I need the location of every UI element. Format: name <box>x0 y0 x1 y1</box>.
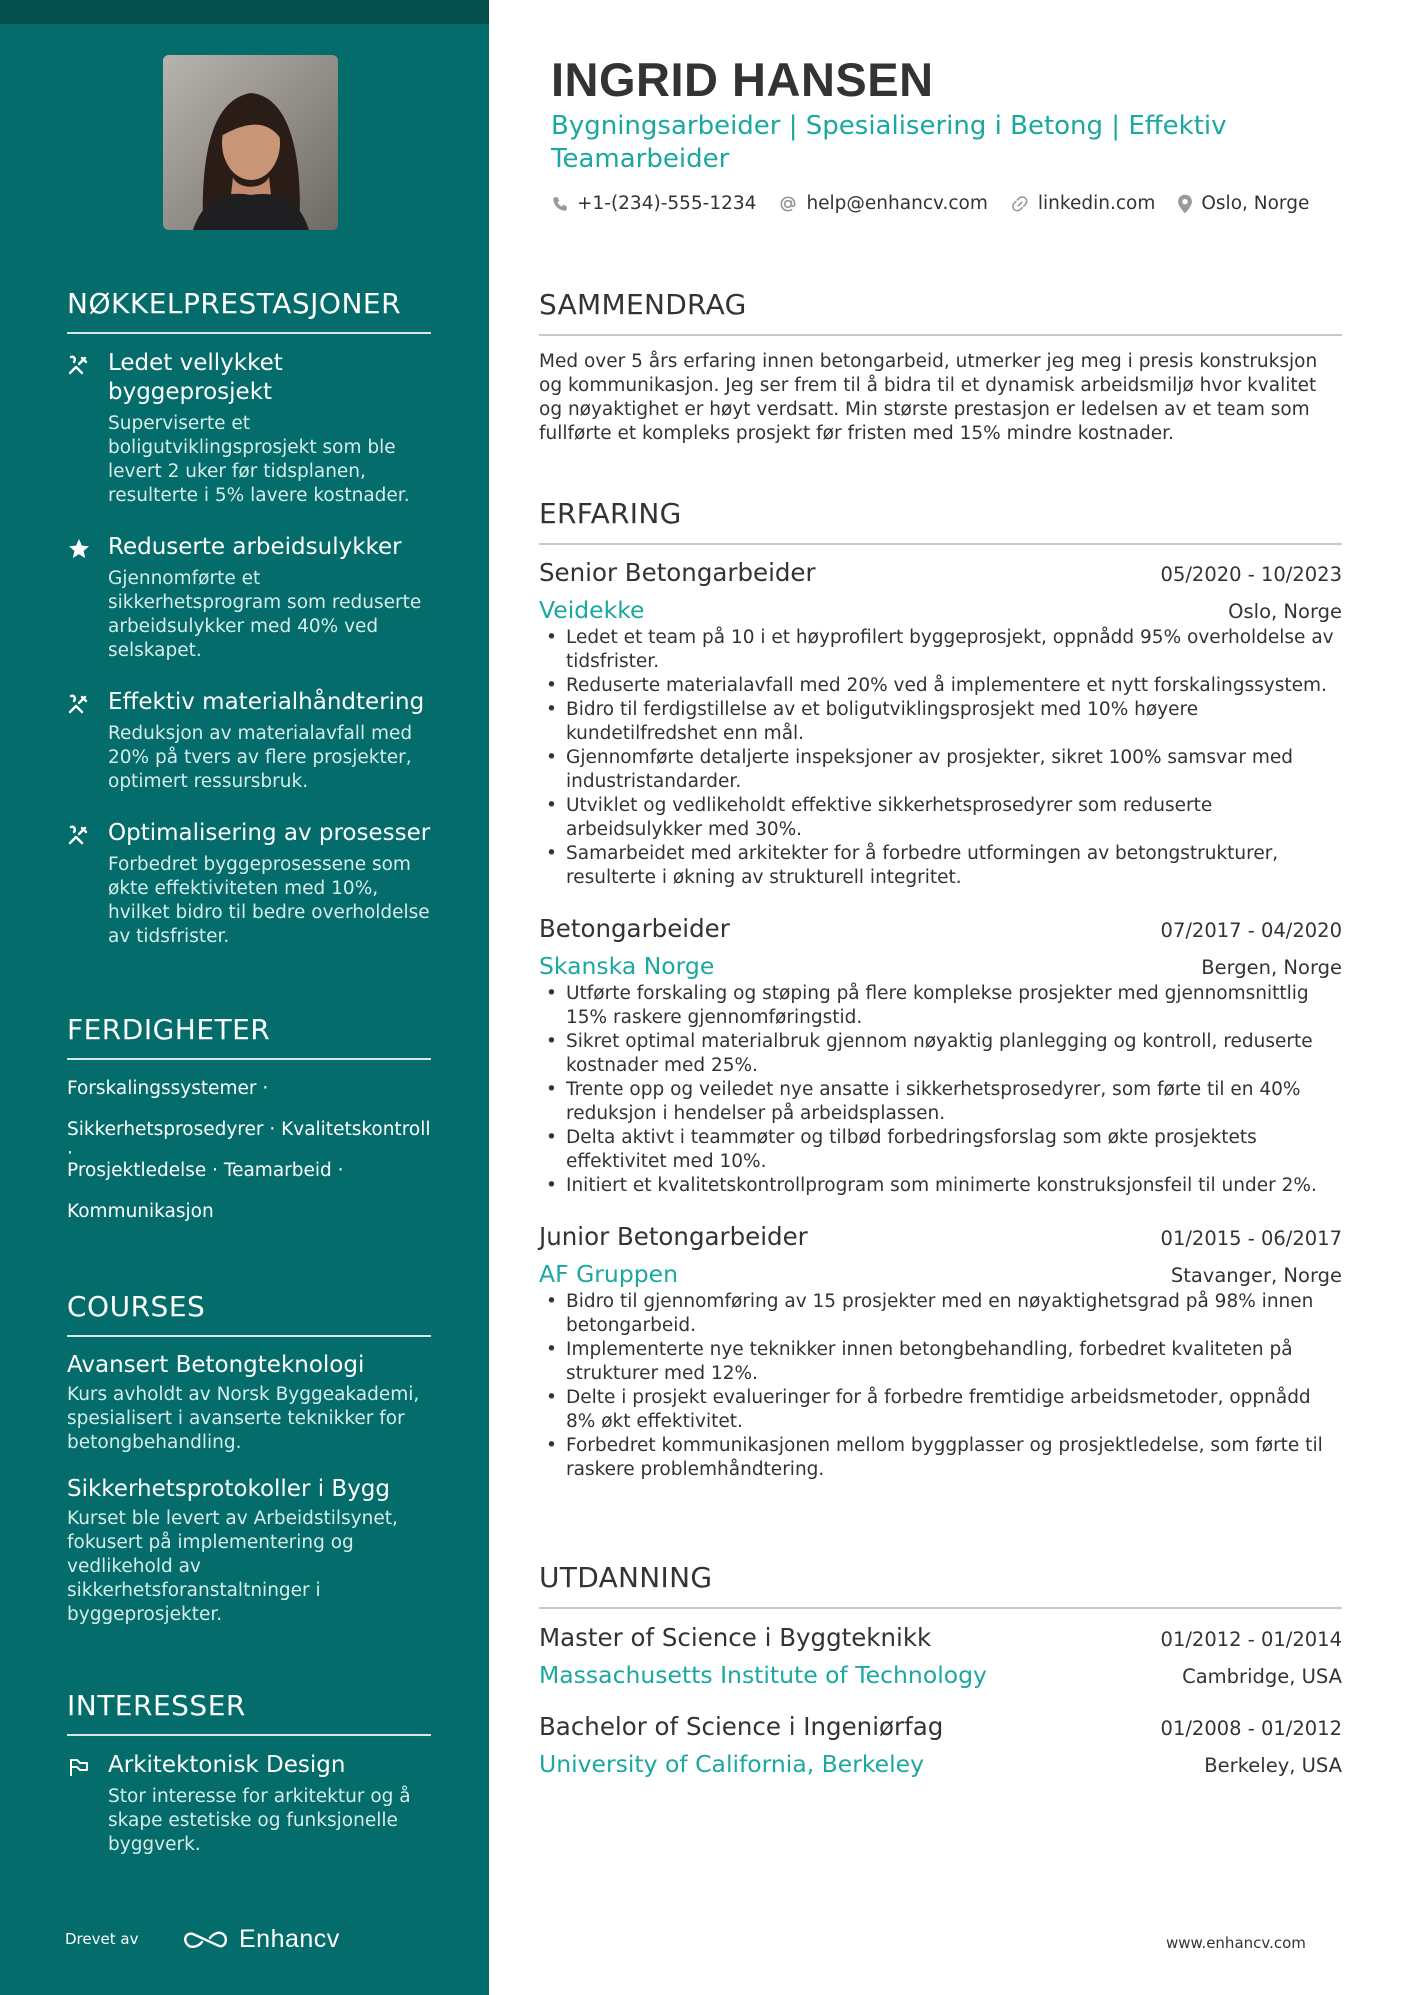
job-bullets <box>539 1290 1342 1482</box>
enhancv-logo[interactable] <box>183 1925 340 1954</box>
pen-icon <box>67 692 91 716</box>
headline: Bygningsarbeider | Spesialisering i Betong | Effektiv Teamarbeider <box>551 111 1227 174</box>
achievement-item <box>67 819 431 949</box>
interest-description: Stor interesse for arkitektur og å skape estetiske og funksjonelle byggverk. <box>108 1786 411 1855</box>
contact-email[interactable] <box>778 193 987 214</box>
job-bullet: • Reduserte materialavfall med 20% ved å implementere et nytt forskalingssystem. <box>539 674 1342 698</box>
job-bullet: • Forbedret kommunikasjonen mellom byggplasser og prosjektledelse, som førte til raskere problemhåndtering. <box>539 1434 1342 1482</box>
star-icon <box>67 537 91 561</box>
company-name: AF Gruppen <box>539 1260 679 1288</box>
job-bullet: • Bidro til gjennomføring av 15 prosjekter med en nøyaktighetsgrad på 98% innen betongarbeid. <box>539 1290 1342 1338</box>
powered-by-label: Drevet av <box>65 1930 139 1948</box>
achievement-item <box>67 349 431 508</box>
contact-bar <box>551 193 1331 214</box>
job-entry <box>539 558 1342 890</box>
skills-title: FERDIGHETER <box>67 1013 431 1060</box>
achievement-title: Ledet vellykket byggeprosjekt <box>108 350 283 405</box>
achievement-description: Forbedret byggeprosessene som økte effektiviteten med 10%, hvilket bidro til bedre overholdelse av tidsfrister. <box>108 854 430 947</box>
website-link[interactable]: www.enhancv.com <box>1166 1934 1306 1952</box>
job-entry <box>539 914 1342 1198</box>
achievement-item <box>67 533 431 663</box>
skills-section <box>67 1013 431 1241</box>
courses-section <box>67 1290 431 1627</box>
achievements-title: NØKKELPRESTASJONER <box>67 287 431 334</box>
job-title: Junior Betongarbeider <box>539 1222 808 1251</box>
achievement-title: Reduserte arbeidsulykker <box>108 534 402 560</box>
job-dates: 01/2015 - 06/2017 <box>1160 1227 1342 1250</box>
education-dates: 01/2012 - 01/2014 <box>1160 1628 1342 1651</box>
company-name: Veidekke <box>539 596 645 624</box>
job-bullets <box>539 982 1342 1198</box>
enhancv-logo-text: Enhancv <box>239 1925 340 1953</box>
candidate-name: INGRID HANSEN <box>551 53 934 106</box>
course-description: Kurset ble levert av Arbeidstilsynet, fokusert på implementering og vedlikehold av sikkerhetsforanstaltninger i byggeprosjekter. <box>67 1508 398 1625</box>
course-title: Avansert Betongteknologi <box>67 1352 365 1378</box>
achievement-description: Reduksjon av materialavfall med 20% på tvers av flere prosjekter, optimert ressursbruk. <box>108 723 413 792</box>
job-bullets <box>539 626 1342 890</box>
flag-icon <box>67 1755 91 1779</box>
summary-section <box>539 288 1342 446</box>
phone-icon <box>551 195 569 213</box>
sidebar-top-bar <box>0 0 489 24</box>
experience-section <box>539 497 1342 1482</box>
achievement-title: Optimalisering av prosesser <box>108 820 431 846</box>
contact-location <box>1177 193 1309 214</box>
interest-title: Arkitektonisk Design <box>108 1752 346 1778</box>
pen-icon <box>67 353 91 377</box>
education-title: UTDANNING <box>539 1561 1342 1609</box>
job-dates: 07/2017 - 04/2020 <box>1160 919 1342 942</box>
profile-photo <box>163 55 338 230</box>
job-location: Oslo, Norge <box>1228 600 1342 623</box>
course-item <box>67 1351 431 1455</box>
achievement-description: Gjennomførte et sikkerhetsprogram som reduserte arbeidsulykker med 40% ved selskapet. <box>108 568 422 661</box>
skill-line: Forskalingssystemer · <box>67 1078 269 1099</box>
achievement-item <box>67 688 431 794</box>
achievement-title: Effektiv materialhåndtering <box>108 689 425 715</box>
at-icon <box>778 194 798 214</box>
job-location: Bergen, Norge <box>1201 956 1342 979</box>
education-entry <box>539 1623 1342 1689</box>
linkedin-text: linkedin.com <box>1037 193 1156 214</box>
enhancv-logo-icon <box>183 1928 229 1952</box>
course-description: Kurs avholdt av Norsk Byggeakademi, spesialisert i avanserte teknikker for betongbehandling. <box>67 1384 420 1453</box>
experience-title: ERFARING <box>539 497 1342 545</box>
contact-phone[interactable] <box>551 193 756 214</box>
job-dates: 05/2020 - 10/2023 <box>1160 563 1342 586</box>
skills-list <box>67 1077 431 1241</box>
job-bullet: • Sikret optimal materialbruk gjennom nøyaktig planlegging og kontroll, reduserte kostnader med 25%. <box>539 1030 1342 1078</box>
job-bullet: • Samarbeidet med arkitekter for å forbedre utformingen av betongstrukturer, resulterte i økning av strukturell integritet. <box>539 842 1342 890</box>
job-bullet: • Delta aktivt i teammøter og tilbød forbedringsforslag som økte prosjektets effektivitet med 10%. <box>539 1126 1342 1174</box>
link-icon <box>1010 194 1030 214</box>
company-name: Skanska Norge <box>539 952 715 980</box>
courses-title: COURSES <box>67 1290 431 1337</box>
degree: Bachelor of Science i Ingeniørfag <box>539 1712 944 1741</box>
school-name: Massachusetts Institute of Technology <box>539 1661 987 1689</box>
course-item <box>67 1475 431 1627</box>
location-pin-icon <box>1177 194 1193 214</box>
skill-line: Kommunikasjon <box>67 1201 214 1222</box>
email-text: help@enhancv.com <box>806 193 988 214</box>
school-name: University of California, Berkeley <box>539 1750 925 1778</box>
interests-section <box>67 1689 431 1857</box>
course-title: Sikkerhetsprotokoller i Bygg <box>67 1476 391 1502</box>
location-text: Oslo, Norge <box>1201 193 1310 214</box>
education-section <box>539 1561 1342 1778</box>
job-bullet: • Delte i prosjekt evalueringer for å forbedre fremtidige arbeidsmetoder, oppnådd 8% økt effektivitet. <box>539 1386 1342 1434</box>
education-entry <box>539 1712 1342 1778</box>
job-bullet: • Ledet et team på 10 i et høyprofilert byggeprosjekt, oppnådd 95% overholdelse av tidsfrister. <box>539 626 1342 674</box>
skill-line: Sikkerhetsprosedyrer · Kvalitetskontroll · <box>67 1119 431 1164</box>
achievement-description: Superviserte et boligutviklingsprosjekt som ble levert 2 uker før tidsplanen, resulterte i 5% lavere kostnader. <box>108 413 410 506</box>
job-bullet: • Implementerte nye teknikker innen betongbehandling, forbedret kvaliteten på strukturer med 12%. <box>539 1338 1342 1386</box>
job-bullet: • Gjennomførte detaljerte inspeksjoner av prosjekter, sikret 100% samsvar med industristandarder. <box>539 746 1342 794</box>
pen-icon <box>67 823 91 847</box>
sidebar <box>0 0 489 1995</box>
job-bullet: • Trente opp og veiledet nye ansatte i sikkerhetsprosedyrer, som førte til en 40% reduksjon i hendelser på arbeidsplassen. <box>539 1078 1342 1126</box>
degree: Master of Science i Byggteknikk <box>539 1623 932 1652</box>
education-location: Berkeley, USA <box>1204 1754 1342 1777</box>
job-location: Stavanger, Norge <box>1170 1264 1342 1287</box>
achievements-section <box>67 287 431 949</box>
education-location: Cambridge, USA <box>1182 1665 1342 1688</box>
job-entry <box>539 1222 1342 1482</box>
skill-line: Prosjektledelse · Teamarbeid · <box>67 1160 344 1181</box>
job-bullet: • Initiert et kvalitetskontrollprogram som minimerte konstruksjonsfeil til under 2%. <box>539 1174 1342 1198</box>
contact-linkedin[interactable] <box>1010 193 1155 214</box>
job-bullet: • Bidro til ferdigstillelse av et boligutviklingsprosjekt med 10% høyere kundetilfredshet enn mål. <box>539 698 1342 746</box>
summary-title: SAMMENDRAG <box>539 288 1342 336</box>
summary-text: Med over 5 års erfaring innen betongarbeid, utmerker jeg meg i presis konstruksjon og kommunikasjon. Jeg ser frem til å bidra til et dynamisk arbeidsmiljø hvor kvalitet og nøyaktighet er høyt verdsatt. Min største prestasjon er ledelsen av et team som fullførte et kompleks prosjekt før fristen med 15% mindre kostnader. <box>539 351 1318 444</box>
phone-text: +1-(234)-555-1234 <box>577 193 757 214</box>
interests-title: INTERESSER <box>67 1689 431 1736</box>
education-dates: 01/2008 - 01/2012 <box>1160 1717 1342 1740</box>
interest-item <box>67 1751 431 1857</box>
job-title: Betongarbeider <box>539 914 730 943</box>
job-bullet: • Utviklet og vedlikeholdt effektive sikkerhetsprosedyrer som reduserte arbeidsulykker med 30%. <box>539 794 1342 842</box>
job-bullet: • Utførte forskaling og støping på flere komplekse prosjekter med gjennomsnittlig 15% raskere gjennomføringstid. <box>539 982 1342 1030</box>
job-title: Senior Betongarbeider <box>539 558 816 587</box>
